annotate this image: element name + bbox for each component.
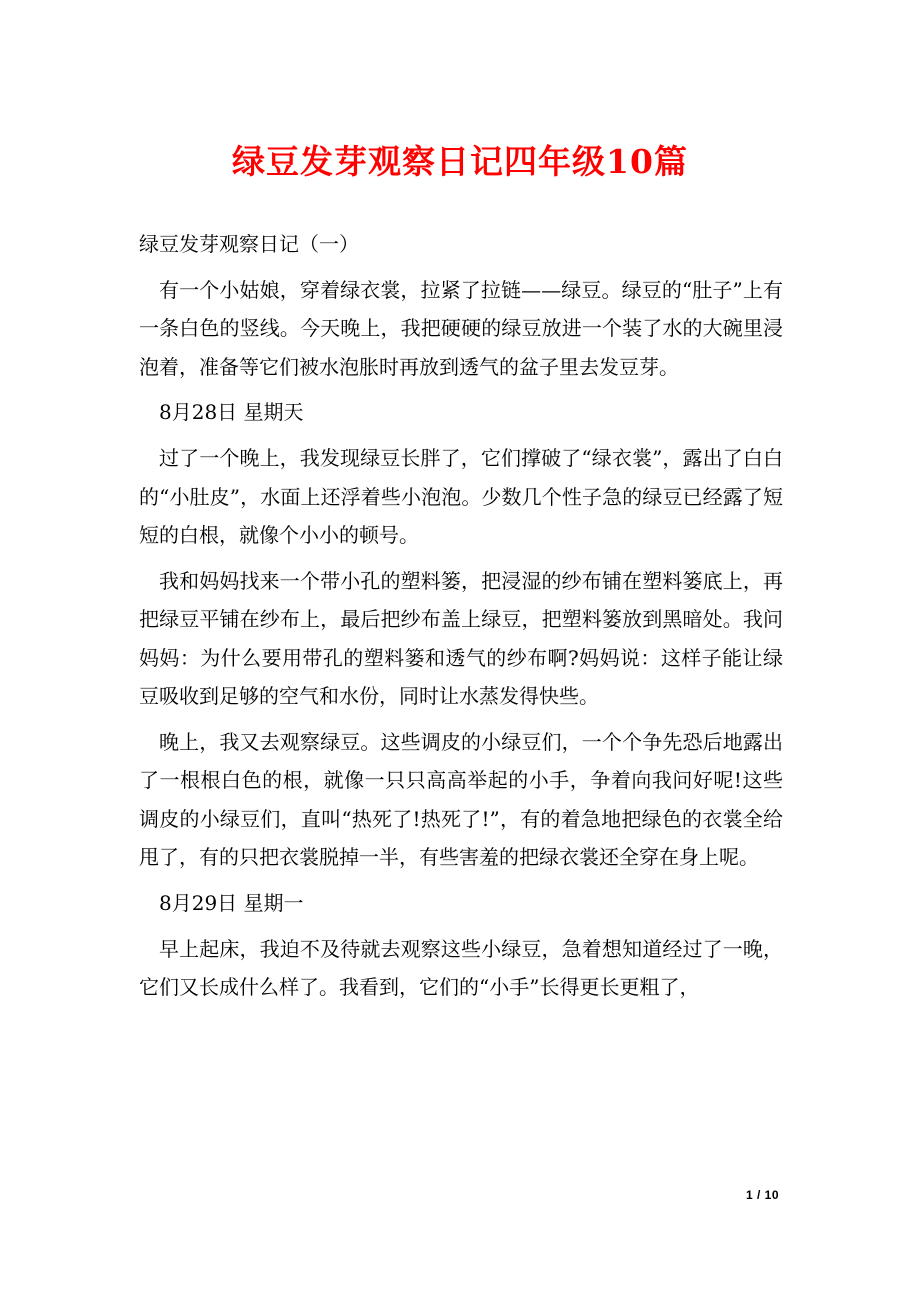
- date-line: 8月28日 星期天: [159, 400, 304, 425]
- page-number: 1 / 10: [745, 1188, 779, 1202]
- paragraph: 过了一个晚上，我发现绿豆长胖了，它们撑破了“绿衣裳”，露出了白白的“小肚皮”，水面上还浮着些小泡泡。少数几个性子急的绿豆已经露了短短的白根，就像个小小的顿号。: [139, 446, 783, 548]
- paragraph: 我和妈妈找来一个带小孔的塑料篓，把浸湿的纱布铺在塑料篓底上，再把绿豆平铺在纱布上，最后把纱布盖上绿豆，把塑料篓放到黑暗处。我问妈妈：为什么要用带孔的塑料篓和透气的纱布啊?妈妈说：这样子能让绿豆吸收到足够的空气和水份，同时让水蒸发得快些。: [139, 568, 783, 709]
- date-line: 8月29日 星期一: [159, 890, 304, 915]
- document-body: [139, 225, 783, 1014]
- diary-heading: 绿豆发芽观察日记（一）: [139, 232, 359, 256]
- paragraph: 有一个小姑娘，穿着绿衣裳，拉紧了拉链——绿豆。绿豆的“肚子”上有一条白色的竖线。今天晚上，我把硬硬的绿豆放进一个装了水的大碗里浸泡着，准备等它们被水泡胀时再放到透气的盆子里去发豆芽。: [139, 277, 783, 379]
- document-title: 绿豆发芽观察日记四年级10篇: [232, 142, 688, 181]
- paragraph: 早上起床，我迫不及待就去观察这些小绿豆，急着想知道经过了一晚，它们又长成什么样了。我看到，它们的“小手”长得更长更粗了，: [139, 936, 783, 1000]
- paragraph: 晚上，我又去观察绿豆。这些调皮的小绿豆们，一个个争先恐后地露出了一根根白色的根，就像一只只高高举起的小手，争着向我问好呢!这些调皮的小绿豆们，直叫“热死了!热死了!”，有的着急地把绿色的衣裳全给甩了，有的只把衣裳脱掉一半，有些害羞的把绿衣裳还全穿在身上呢。: [139, 729, 783, 870]
